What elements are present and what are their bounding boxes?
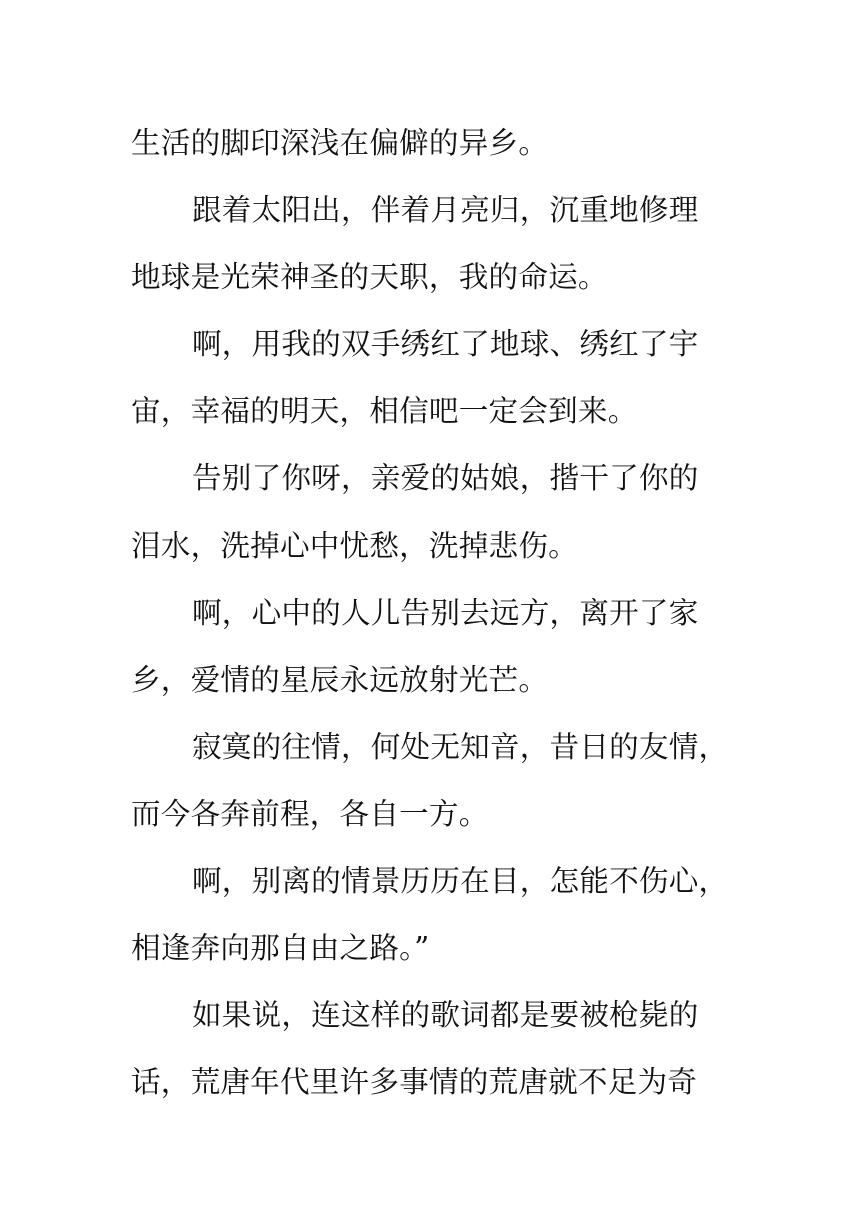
text-line: 相逢奔向那自由之路。” <box>131 931 430 966</box>
text-line: 告别了你呀，亲爱的姑娘，揩干了你的 <box>192 461 699 496</box>
text-line: 寂寞的往情，何处无知音，昔日的友情， <box>192 729 729 764</box>
text-line: 啊，心中的人儿告别去远方，离开了家 <box>192 595 699 630</box>
text-line: 而今各奔前程，各自一方。 <box>131 796 489 831</box>
text-line: 跟着太阳出，伴着月亮归，沉重地修理 <box>192 193 699 228</box>
text-line: 乡，爱情的星辰永远放射光芒。 <box>131 662 549 697</box>
text-line: 生活的脚印深浅在偏僻的异乡。 <box>131 126 549 160</box>
text-line: 话，荒唐年代里许多事情的荒唐就不足为奇 <box>131 1065 698 1100</box>
lyrics-text-block <box>131 110 731 1116</box>
text-line: 啊，用我的双手绣红了地球、绣红了宇 <box>192 327 699 362</box>
text-line: 啊，别离的情景历历在目，怎能不伤心， <box>192 864 729 899</box>
text-line: 地球是光荣神圣的天职，我的命运。 <box>131 260 608 295</box>
text-line: 宙，幸福的明天，相信吧一定会到来。 <box>131 394 638 429</box>
text-line: 如果说，连这样的歌词都是要被枪毙的 <box>192 998 699 1033</box>
text-line: 泪水，洗掉心中忧愁，洗掉悲伤。 <box>131 528 578 563</box>
